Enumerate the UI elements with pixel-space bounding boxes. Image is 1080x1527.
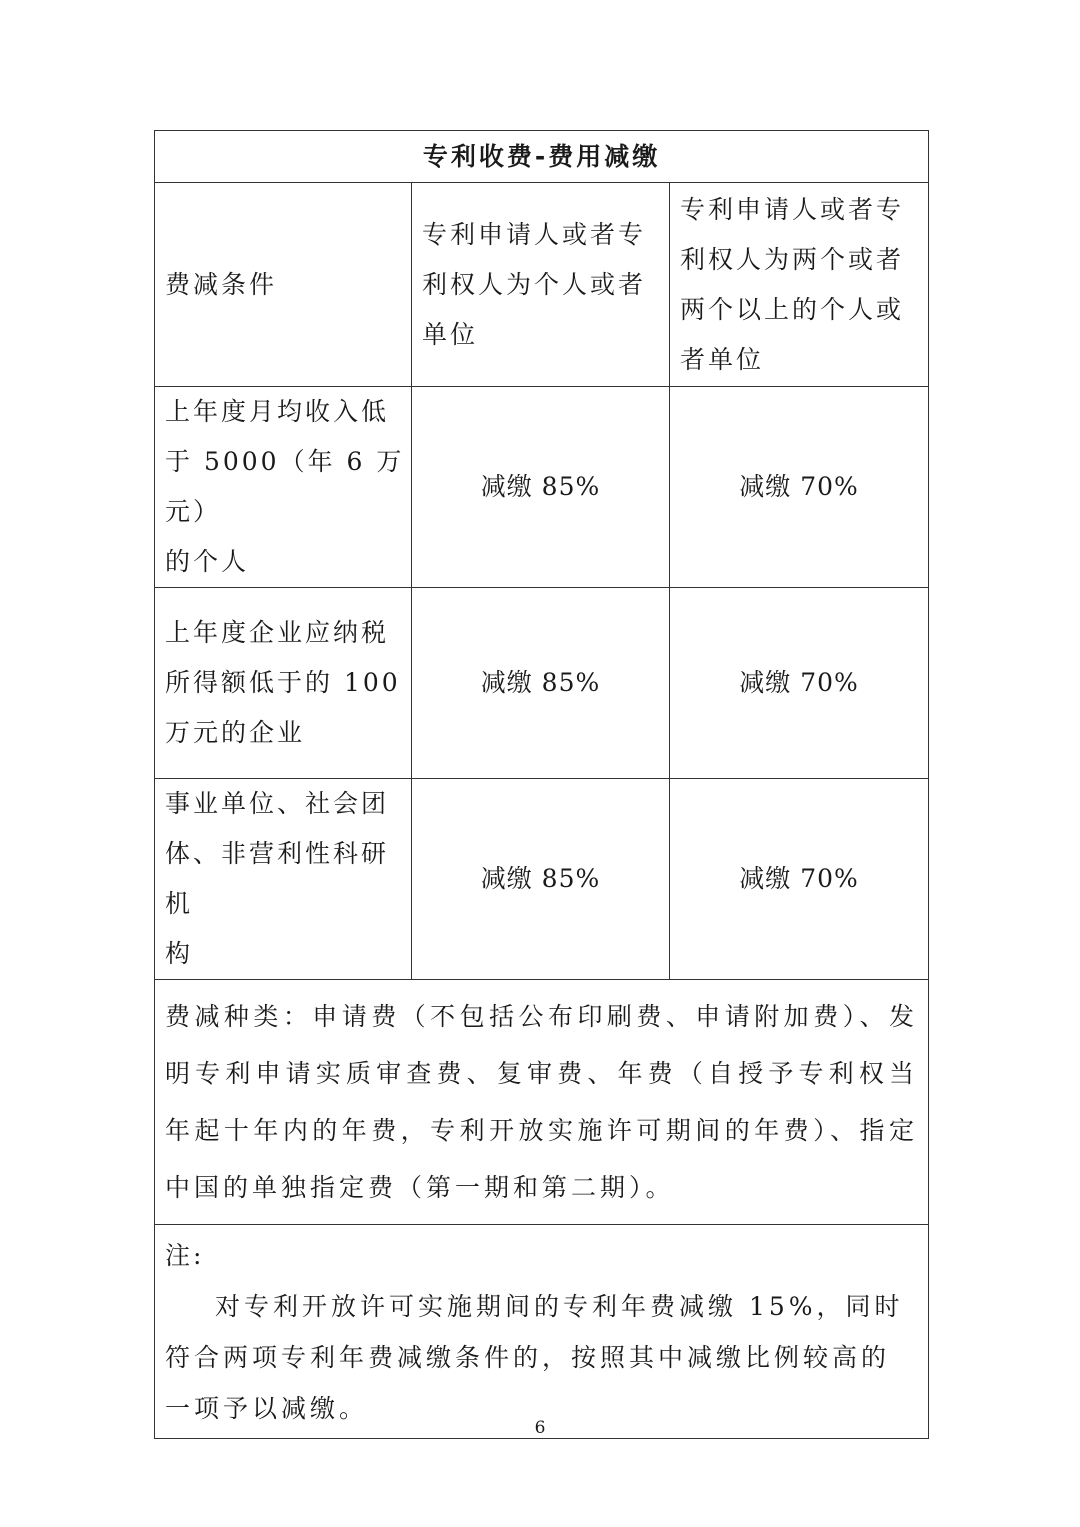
header-line: 两个以上的个人或 bbox=[680, 294, 905, 324]
condition-line: 上年度企业应纳税 bbox=[165, 618, 390, 647]
column-header-single bbox=[412, 183, 670, 387]
note-text: 对专利开放许可实施期间的专利年费减缴 15%，同时符合两项专利年费减缴条件的，按照其中减缴比例较高的一项予以减缴。 bbox=[165, 1292, 904, 1423]
note-cell bbox=[155, 1225, 929, 1439]
condition-line: 构 bbox=[165, 939, 194, 968]
condition-line: 体、非营利性科研机 bbox=[165, 839, 390, 918]
page-number: 6 bbox=[534, 1418, 546, 1438]
condition-header: 费减条件 bbox=[155, 183, 412, 387]
condition-line: 所得额低于的 100 bbox=[165, 668, 401, 697]
condition-cell bbox=[155, 387, 412, 588]
header-line: 利权人为两个或者 bbox=[680, 244, 905, 274]
reduction-multiple: 减缴 70% bbox=[670, 387, 929, 588]
header-line: 专利申请人或者专 bbox=[422, 219, 647, 249]
table-row bbox=[155, 779, 929, 980]
condition-line: 于 5000（年 6 万元） bbox=[165, 447, 405, 526]
note-label: 注: bbox=[165, 1241, 205, 1270]
condition-line: 事业单位、社会团 bbox=[165, 789, 390, 818]
reduction-multiple: 减缴 70% bbox=[670, 588, 929, 779]
fee-reduction-table bbox=[154, 130, 929, 1439]
fee-types-text: 费减种类：申请费（不包括公布印刷费、申请附加费）、发明专利申请实质审查费、复审费、年费（自授予专利权当年起十年内的年费，专利开放实施许可期间的年费）、指定中国的单独指定费（第一期和第二期）。 bbox=[155, 980, 929, 1225]
reduction-single: 减缴 85% bbox=[412, 779, 670, 980]
column-header-multiple bbox=[670, 183, 929, 387]
condition-line: 的个人 bbox=[165, 547, 250, 576]
table-title: 专利收费-费用减缴 bbox=[155, 131, 929, 183]
header-line: 利权人为个人或者 bbox=[422, 269, 647, 299]
reduction-single: 减缴 85% bbox=[412, 588, 670, 779]
condition-line: 万元的企业 bbox=[165, 718, 306, 747]
condition-line: 上年度月均收入低 bbox=[165, 397, 390, 426]
table-row bbox=[155, 588, 929, 779]
condition-cell bbox=[155, 588, 412, 779]
header-line: 者单位 bbox=[680, 344, 765, 374]
header-line: 单位 bbox=[422, 319, 479, 349]
condition-cell bbox=[155, 779, 412, 980]
reduction-single: 减缴 85% bbox=[412, 387, 670, 588]
table-row bbox=[155, 387, 929, 588]
header-line: 专利申请人或者专 bbox=[680, 194, 905, 224]
reduction-multiple: 减缴 70% bbox=[670, 779, 929, 980]
